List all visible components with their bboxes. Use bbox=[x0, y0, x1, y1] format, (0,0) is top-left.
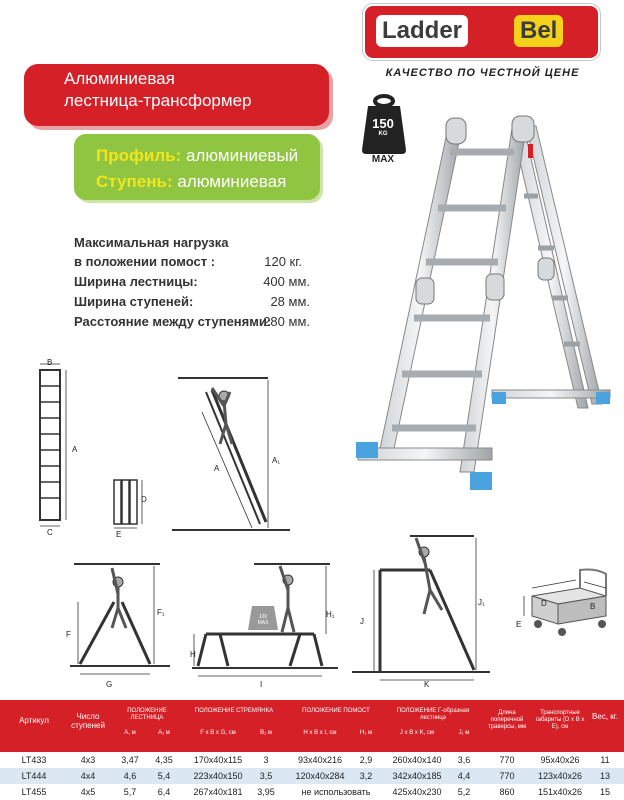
cell-article: LT433 bbox=[21, 755, 47, 765]
diagram-side-view bbox=[108, 476, 148, 532]
cell-b1: 3,95 bbox=[257, 787, 275, 797]
max-load-unit: KG bbox=[378, 131, 388, 137]
brand-name-part1: Ladder bbox=[376, 15, 468, 47]
diagram-leaning-ladder bbox=[172, 372, 290, 534]
diagram-transport-box bbox=[510, 566, 616, 646]
cell-h1: 2,9 bbox=[359, 755, 373, 765]
cell-steps: 4x4 bbox=[80, 771, 96, 781]
title-line-1: Алюминиевая bbox=[64, 69, 175, 88]
cell-h1: 3,2 bbox=[359, 771, 373, 781]
col-article: Артикул bbox=[19, 716, 49, 725]
spec-value-step-width: 28 мм. bbox=[270, 294, 310, 309]
table-row bbox=[0, 784, 624, 800]
cell-jbk: 425x40x230 bbox=[392, 787, 442, 797]
cell-article: LT444 bbox=[21, 771, 47, 781]
max-load-number: 150 bbox=[372, 116, 394, 131]
cell-j1: 3,6 bbox=[457, 755, 471, 765]
cell-hxi: 120x40x284 bbox=[295, 771, 345, 781]
product-title bbox=[64, 68, 324, 112]
brand-name-part2: Bel bbox=[514, 15, 563, 47]
cell-steps: 4x5 bbox=[80, 787, 96, 797]
spec-label-ladder-width: Ширина лестницы: bbox=[74, 274, 198, 289]
spec-label-step-spacing: Расстояние между ступенями: bbox=[74, 314, 272, 329]
dim-label-e: E bbox=[116, 530, 122, 539]
cell-jbk: 342x40x185 bbox=[392, 771, 442, 781]
col-platform-pos: ПОЛОЖЕНИЕ ПОМОСТ bbox=[302, 708, 370, 714]
col-gshape-jbk: J x B x K, см bbox=[399, 730, 435, 736]
dim-label-c: C bbox=[47, 528, 53, 537]
col-weight: Вес, кг. bbox=[592, 712, 618, 721]
spec-value-platform-load: 120 кг. bbox=[264, 254, 302, 269]
cell-article: LT455 bbox=[21, 787, 47, 797]
dim-label-h: H bbox=[190, 650, 196, 659]
cell-fxg: 223x40x150 bbox=[193, 771, 243, 781]
profile-material: Профиль: алюминиевый bbox=[96, 146, 299, 165]
col-steps: Число ступеней bbox=[71, 712, 105, 730]
dim-label-h1: H₁ bbox=[326, 610, 335, 619]
cell-crossbar: 860 bbox=[499, 787, 515, 797]
cell-a1: 6,4 bbox=[157, 787, 171, 797]
dim-label-i: I bbox=[260, 680, 263, 689]
dim-label-g: G bbox=[106, 680, 113, 689]
dim-label-b: B bbox=[47, 358, 53, 367]
cell-fxg: 170x40x115 bbox=[193, 755, 243, 765]
cell-b1: 3 bbox=[263, 755, 269, 765]
col-crossbar: Длина поперечной траверсы, мм bbox=[487, 710, 527, 730]
platform-weight-label: 120 MAX bbox=[257, 614, 269, 626]
cell-crossbar: 770 bbox=[499, 771, 515, 781]
title-line-2: лестница-трансформер bbox=[64, 91, 252, 110]
ladder-product-image bbox=[352, 108, 614, 496]
cell-transport: 151x40x26 bbox=[537, 787, 583, 797]
specs-heading: Максимальная нагрузка bbox=[74, 235, 229, 250]
cell-a: 4,6 bbox=[123, 771, 137, 781]
col-gshape-pos: ПОЛОЖЕНИЕ Г-образная лестница bbox=[396, 708, 470, 721]
cell-fxg: 267x40x181 bbox=[193, 787, 243, 797]
cell-weight: 11 bbox=[600, 755, 610, 765]
diagram-g-shape bbox=[350, 530, 490, 688]
col-stepladder-pos: ПОЛОЖЕНИЕ СТРЕМЯНКА bbox=[194, 708, 274, 714]
cell-weight: 15 bbox=[599, 787, 610, 797]
cell-j1: 4,4 bbox=[457, 771, 471, 781]
table-row bbox=[0, 752, 624, 768]
col-stepladder-fxg: F x B x G, см bbox=[200, 730, 236, 736]
spec-label-platform-load: в положении помост : bbox=[74, 254, 216, 269]
col-ladder-a1: A₁ м bbox=[158, 730, 170, 736]
table-row bbox=[0, 768, 624, 784]
col-gshape-j1: J₁ м bbox=[458, 730, 470, 736]
dim-label-box-b: B bbox=[590, 602, 596, 611]
cell-b1: 3,5 bbox=[259, 771, 273, 781]
dim-label-d: D bbox=[141, 495, 147, 504]
spec-label-step-width: Ширина ступеней: bbox=[74, 294, 194, 309]
col-ladder-pos: ПОЛОЖЕНИЕ ЛЕСТНИЦА bbox=[127, 708, 167, 721]
dim-label-j: J bbox=[360, 617, 364, 626]
cell-jbk: 260x40x140 bbox=[392, 755, 442, 765]
col-ladder-a: A, м bbox=[124, 730, 136, 736]
cell-j1: 5,2 bbox=[457, 787, 471, 797]
diagram-folded bbox=[30, 360, 70, 540]
cell-a1: 5,4 bbox=[157, 771, 171, 781]
cell-a: 5,7 bbox=[123, 787, 137, 797]
cell-transport: 123x40x26 bbox=[537, 771, 583, 781]
col-platform-hxi: H x B x I, см bbox=[303, 730, 337, 736]
cell-a: 3,47 bbox=[121, 755, 139, 765]
dim-label-f: F bbox=[66, 630, 71, 639]
col-transport: Транспортные габариты (D x B x E), см bbox=[535, 710, 585, 730]
step-material: Ступень: алюминиевая bbox=[96, 172, 287, 191]
diagram-stepladder bbox=[70, 558, 170, 678]
dim-label-a: A bbox=[72, 445, 78, 454]
max-load-caption: MAX bbox=[371, 154, 395, 165]
col-platform-h1: H₁ м bbox=[359, 730, 373, 736]
cell-hxi: 93x40x216 bbox=[297, 755, 343, 765]
col-stepladder-b1: B₁ м bbox=[260, 730, 272, 736]
cell-hxi: не использовать bbox=[301, 787, 371, 797]
cell-a1: 4,35 bbox=[155, 755, 173, 765]
dim-label-k: K bbox=[424, 680, 430, 689]
dim-label-f1: F₁ bbox=[157, 608, 165, 617]
cell-weight: 13 bbox=[599, 771, 610, 781]
dim-label-a1: A₁ bbox=[272, 456, 281, 465]
cell-transport: 95x40x26 bbox=[540, 755, 580, 765]
cell-crossbar: 770 bbox=[499, 755, 515, 765]
cell-steps: 4x3 bbox=[80, 755, 96, 765]
spec-value-ladder-width: 400 мм. bbox=[263, 274, 310, 289]
dim-label-box-e: E bbox=[516, 620, 522, 629]
dim-label-box-d: D bbox=[541, 599, 547, 608]
dim-label-a-lean: A bbox=[214, 464, 220, 473]
spec-value-step-spacing: 280 мм. bbox=[263, 314, 310, 329]
dim-label-j1: J₁ bbox=[478, 598, 485, 607]
brand-slogan: КАЧЕСТВО ПО ЧЕСТНОЙ ЦЕНЕ bbox=[385, 67, 580, 79]
